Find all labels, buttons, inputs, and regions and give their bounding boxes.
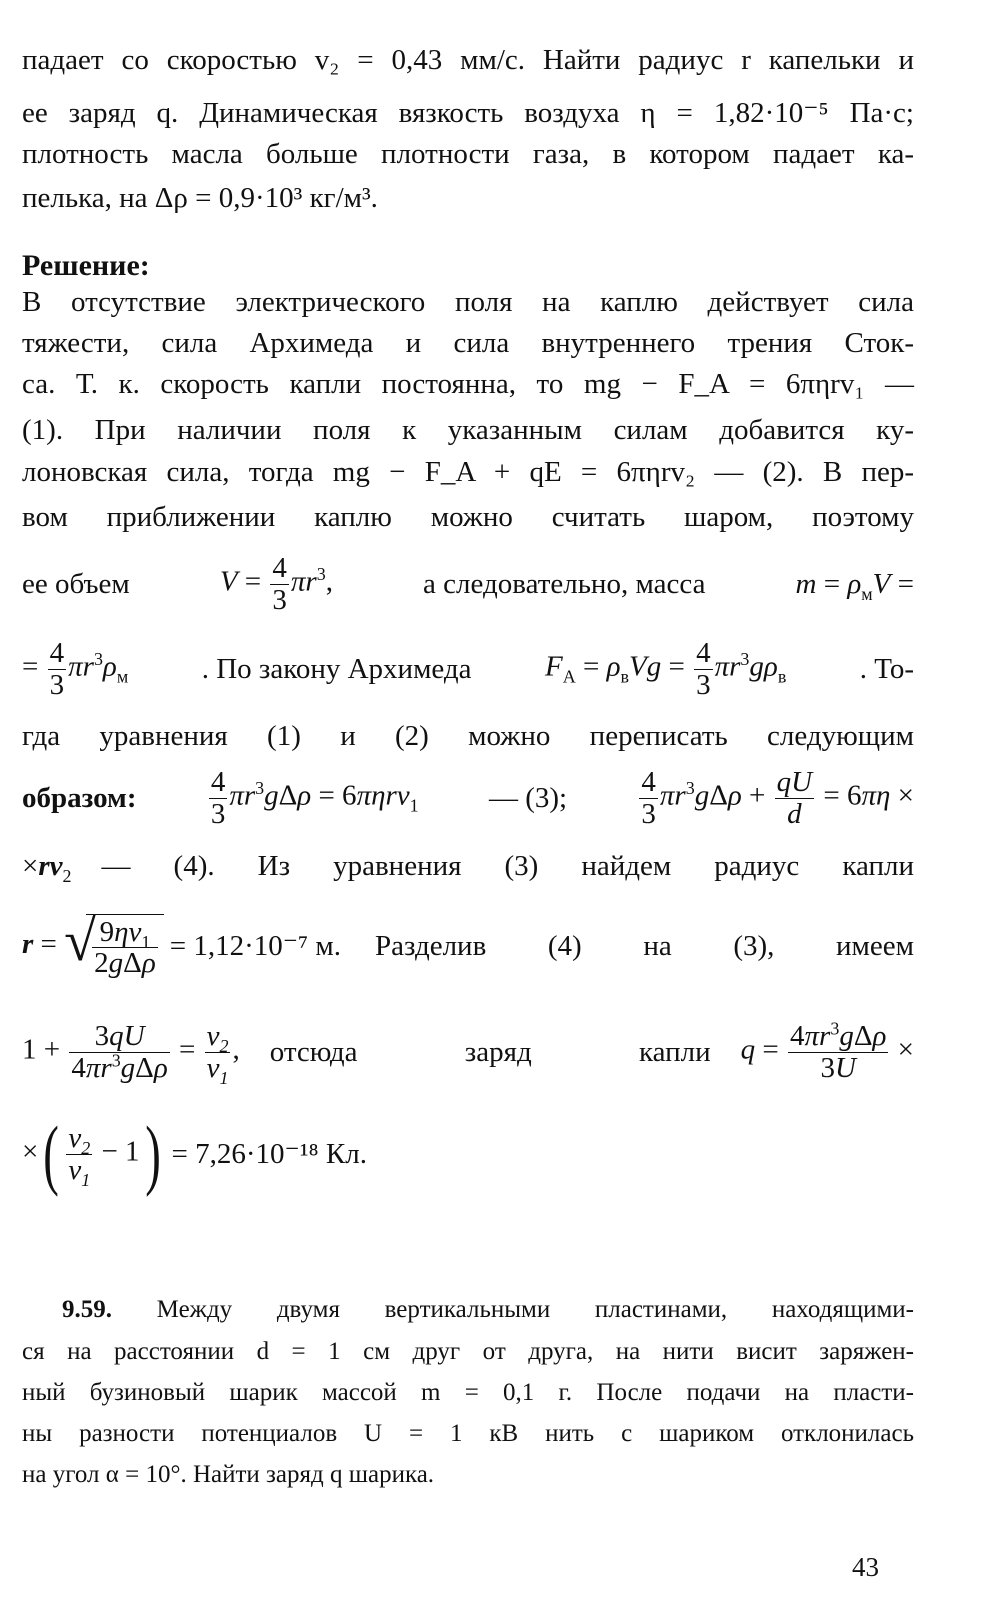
solution-line-6: вом приближении каплю можно считать шаром, поэтому — [22, 501, 914, 533]
solution-line-11-text-a: — (4). Из уравнения (3) найдем радиус капли — [101, 850, 914, 882]
equation-4: $\frac{4}{3}$ $\pi r^3g\Delta\rho$ + $\frac{qU}{d}$ = 6πη × — [641, 766, 914, 830]
volume-formula: V = $\frac{4}{3}$ $\pi r^3$, — [219, 552, 333, 616]
solution-line-10-text-a: образом: — [22, 782, 137, 814]
mass-formula: $m = \rho_мV$ = — [795, 568, 914, 604]
solution-line-12 — [22, 904, 914, 988]
solution-line-2: тяжести, сила Архимеда и сила внутреннего трения Сток- — [22, 327, 914, 359]
solution-line-9: гда уравнения (1) и (2) можно переписать следующим — [22, 720, 914, 752]
condition-line-4: пелька, на Δρ = 0,9·10³ кг/м³. — [22, 182, 378, 214]
charge-formula-cont: ×( $\frac{v_2}{v_1}$ − 1) — [22, 1110, 161, 1197]
mass-formula-cont: = $\frac{4}{3}$ $\pi r^3\rho_м$ — [22, 637, 129, 701]
equation-3: $\frac{4}{3}$ $\pi r^3g\Delta\rho = 6\pi\eta rv_1$ — [210, 766, 419, 830]
solution-line-10 — [22, 760, 914, 836]
solution-line-3: са. Т. к. скорость капли постоянна, то mg − F_A = 6πηrv₁ — — [22, 368, 914, 400]
problem-line-2: ся на расстоянии d = 1 см друг от друга, на нити висит заряжен- — [22, 1338, 914, 1365]
problem-line-1 — [22, 1290, 914, 1330]
problem-line-3: ный бузиновый шарик массой m = 0,1 г. После подачи на пласти- — [22, 1379, 914, 1406]
problem-line-1-text: Между двумя вертикальными пластинами, находящими- — [156, 1296, 914, 1323]
problem-number: 9.59. — [62, 1296, 112, 1323]
solution-line-11 — [22, 846, 914, 886]
solution-line-13 — [22, 1008, 914, 1096]
solution-line-5: лоновская сила, тогда mg − F_A + qE = 6πηrv₂ — (2). В пер- — [22, 456, 914, 488]
page-number: 43 — [852, 1552, 879, 1582]
condition-line-2: ее заряд q. Динамическая вязкость воздуха η = 1,82·10⁻⁵ Па·с; — [22, 97, 914, 129]
solution-line-7-text-a: ее объем — [22, 568, 130, 600]
archimedes-formula: $F_A = \rho_вVg$ = $\frac{4}{3}$ $\pi r^3g\rho_в$ — [545, 637, 787, 701]
solution-line-7-text-b: а следовательно, масса — [423, 568, 706, 600]
solution-line-14 — [22, 1106, 914, 1202]
problem-line-5: на угол α = 10°. Найти заряд q шарика. — [22, 1461, 435, 1488]
solution-line-7 — [22, 548, 914, 620]
solution-line-8 — [22, 632, 914, 706]
problem-line-4: ны разности потенциалов U = 1 кВ нить с шариком отклонилась — [22, 1420, 914, 1447]
condition-line-1: падает со скоростью v₂ = 0,43 мм/с. Найти радиус r капельки и — [22, 44, 914, 76]
ratio-equation: 1 + $\frac{3qU}{4\pi r^3g\Delta\rho}$ = $\frac{v_2}{v_1}$ , — [22, 1020, 240, 1088]
solution-line-12-text-a: = 1,12·10⁻⁷ м. — [169, 930, 342, 962]
condition-line-3: плотность масла больше плотности газа, в котором падает ка- — [22, 138, 914, 170]
solution-line-1: В отсутствие электрического поля на каплю действует сила — [22, 286, 914, 318]
solution-line-8-text-b: . То- — [859, 653, 914, 685]
solution-line-14-text-a: = 7,26·10⁻¹⁸ Кл. — [171, 1138, 367, 1170]
charge-formula: q = $\frac{4\pi r^3g\Delta\rho}{3U}$ × — [740, 1018, 914, 1084]
solution-line-13-text-a: отсюда заряд капли — [269, 1036, 711, 1068]
solution-heading: Решение: — [22, 249, 150, 282]
radius-formula: r = √ $\frac{9\eta v_1}{\text{2gΔρ}}$ — [22, 914, 164, 979]
solution-line-12-text-b: Разделив (4) на (3), имеем — [375, 930, 914, 962]
solution-line-8-text-a: . По закону Архимеда — [201, 653, 472, 685]
equation-4-cont: $\times rv_2$ — [22, 850, 72, 886]
solution-line-4: (1). При наличии поля к указанным силам добавится ку- — [22, 414, 914, 446]
solution-line-10-text-b: — (3); — [488, 782, 568, 814]
